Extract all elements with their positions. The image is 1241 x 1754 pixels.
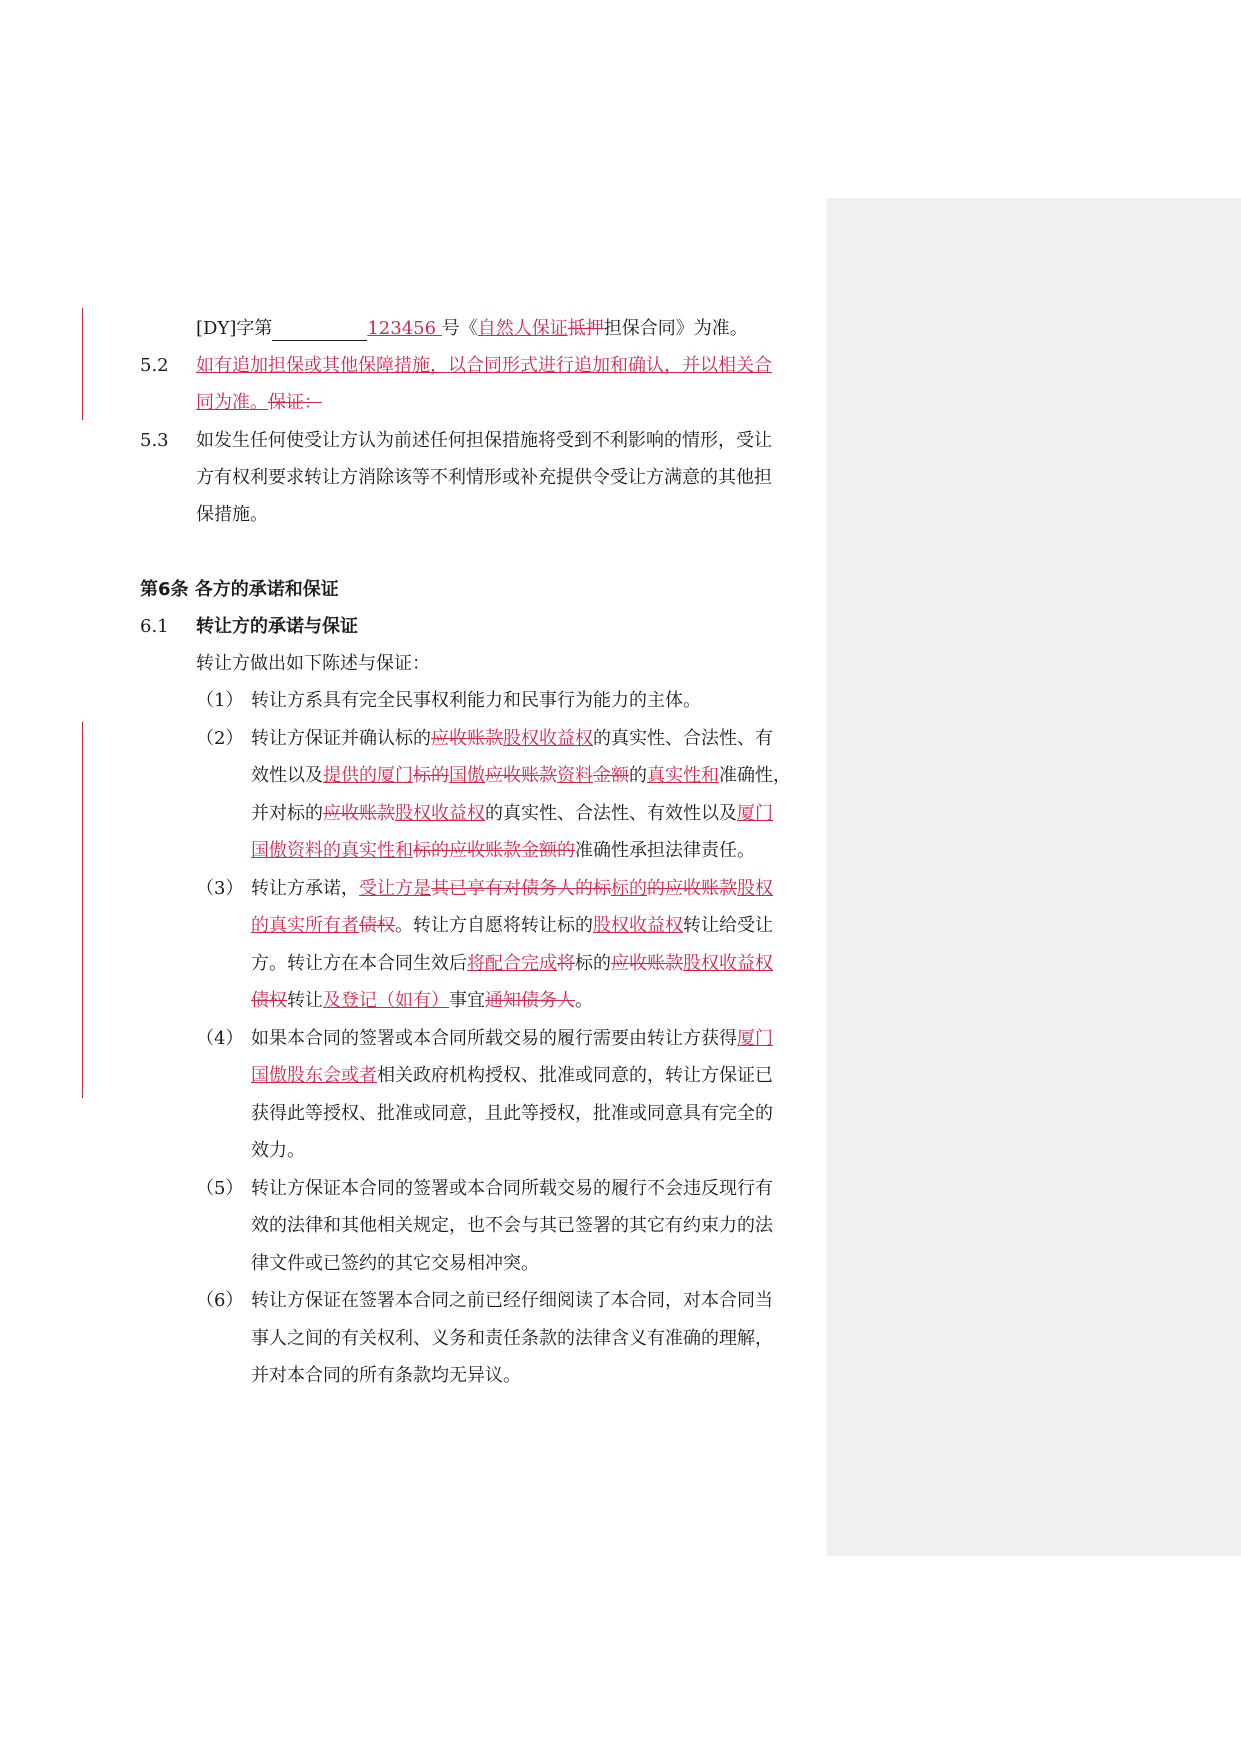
item-number: （6）	[196, 1290, 244, 1311]
item-line: 并对本合同的所有条款均无异议。	[251, 1365, 521, 1386]
comment-markup-pane	[827, 198, 1241, 1556]
item-line: 转让方保证在签署本合同之前已经仔细阅读了本合同，对本合同当	[251, 1290, 773, 1311]
item-line: 方。转让方在本合同生效后将配合完成将标的应收账款股权收益权	[251, 953, 773, 974]
item-line: 转让方承诺，受让方是其已享有对债务人的标标的的应收账款股权	[251, 878, 773, 899]
clause-number: 5.2	[140, 355, 169, 376]
item-line: 国傲股东会或者相关政府机构授权、批准或同意的，转让方保证已	[251, 1065, 773, 1086]
change-bar	[82, 722, 83, 1098]
item-line: 国傲资料的真实性和标的应收账款金额的准确性承担法律责任。	[251, 840, 755, 861]
item-line: 转让方系具有完全民事权利能力和民事行为能力的主体。	[251, 690, 701, 711]
item-line: 转让方保证并确认标的应收账款股权收益权的真实性、合法性、有	[251, 728, 773, 749]
blank-field	[272, 320, 367, 341]
clause-5-3-line: 方有权利要求转让方消除该等不利情形或补充提供令受让方满意的其他担	[196, 467, 772, 488]
item-line: 效力。	[251, 1140, 305, 1161]
item-line: 的真实所有者债权。转让方自愿将转让标的股权收益权转让给受让	[251, 915, 773, 936]
item-line: 获得此等授权、批准或同意，且此等授权，批准或同意具有完全的	[251, 1103, 773, 1124]
clause-number: 5.3	[140, 430, 169, 451]
item-line: 转让方保证本合同的签署或本合同所载交易的履行不会违反现行有	[251, 1178, 773, 1199]
item-number: （1）	[196, 690, 244, 711]
item-number: （2）	[196, 728, 244, 749]
clause-5-2-line: 如有追加担保或其他保障措施，以合同形式进行追加和确认，并以相关合	[196, 355, 772, 376]
change-bar	[82, 308, 83, 420]
clause-intro: 转让方做出如下陈述与保证：	[196, 653, 430, 674]
item-line: 律文件或已签约的其它交易相冲突。	[251, 1253, 539, 1274]
item-line: 债权转让及登记（如有）事宜通知债务人。	[251, 990, 593, 1011]
item-line: 如果本合同的签署或本合同所载交易的履行需要由转让方获得厦门	[251, 1028, 773, 1049]
item-number: （4）	[196, 1028, 244, 1049]
item-number: （5）	[196, 1178, 244, 1199]
item-line: 效的法律和其他相关规定，也不会与其已签署的其它有约束力的法	[251, 1215, 773, 1236]
item-line: 事人之间的有关权利、义务和责任条款的法律含义有准确的理解，	[251, 1328, 773, 1349]
clause-5-3-line: 如发生任何使受让方认为前述任何担保措施将受到不利影响的情形，受让	[196, 430, 772, 451]
item-line: 效性以及提供的厦门标的国傲应收账款资料金额的真实性和准确性，	[251, 765, 791, 786]
clause-5-1-line: [DY]字第 123456 号《自然人保证抵押担保合同》为准。	[196, 318, 748, 339]
clause-heading: 转让方的承诺与保证	[196, 616, 358, 637]
item-line: 并对标的应收账款股权收益权的真实性、合法性、有效性以及厦门	[251, 803, 773, 824]
clause-5-2-line: 同为准。保证：	[196, 392, 322, 413]
article-heading: 第6条 各方的承诺和保证	[140, 579, 339, 600]
item-number: （3）	[196, 878, 244, 899]
clause-5-3-line: 保措施。	[196, 504, 268, 525]
clause-number: 6.1	[140, 616, 169, 637]
